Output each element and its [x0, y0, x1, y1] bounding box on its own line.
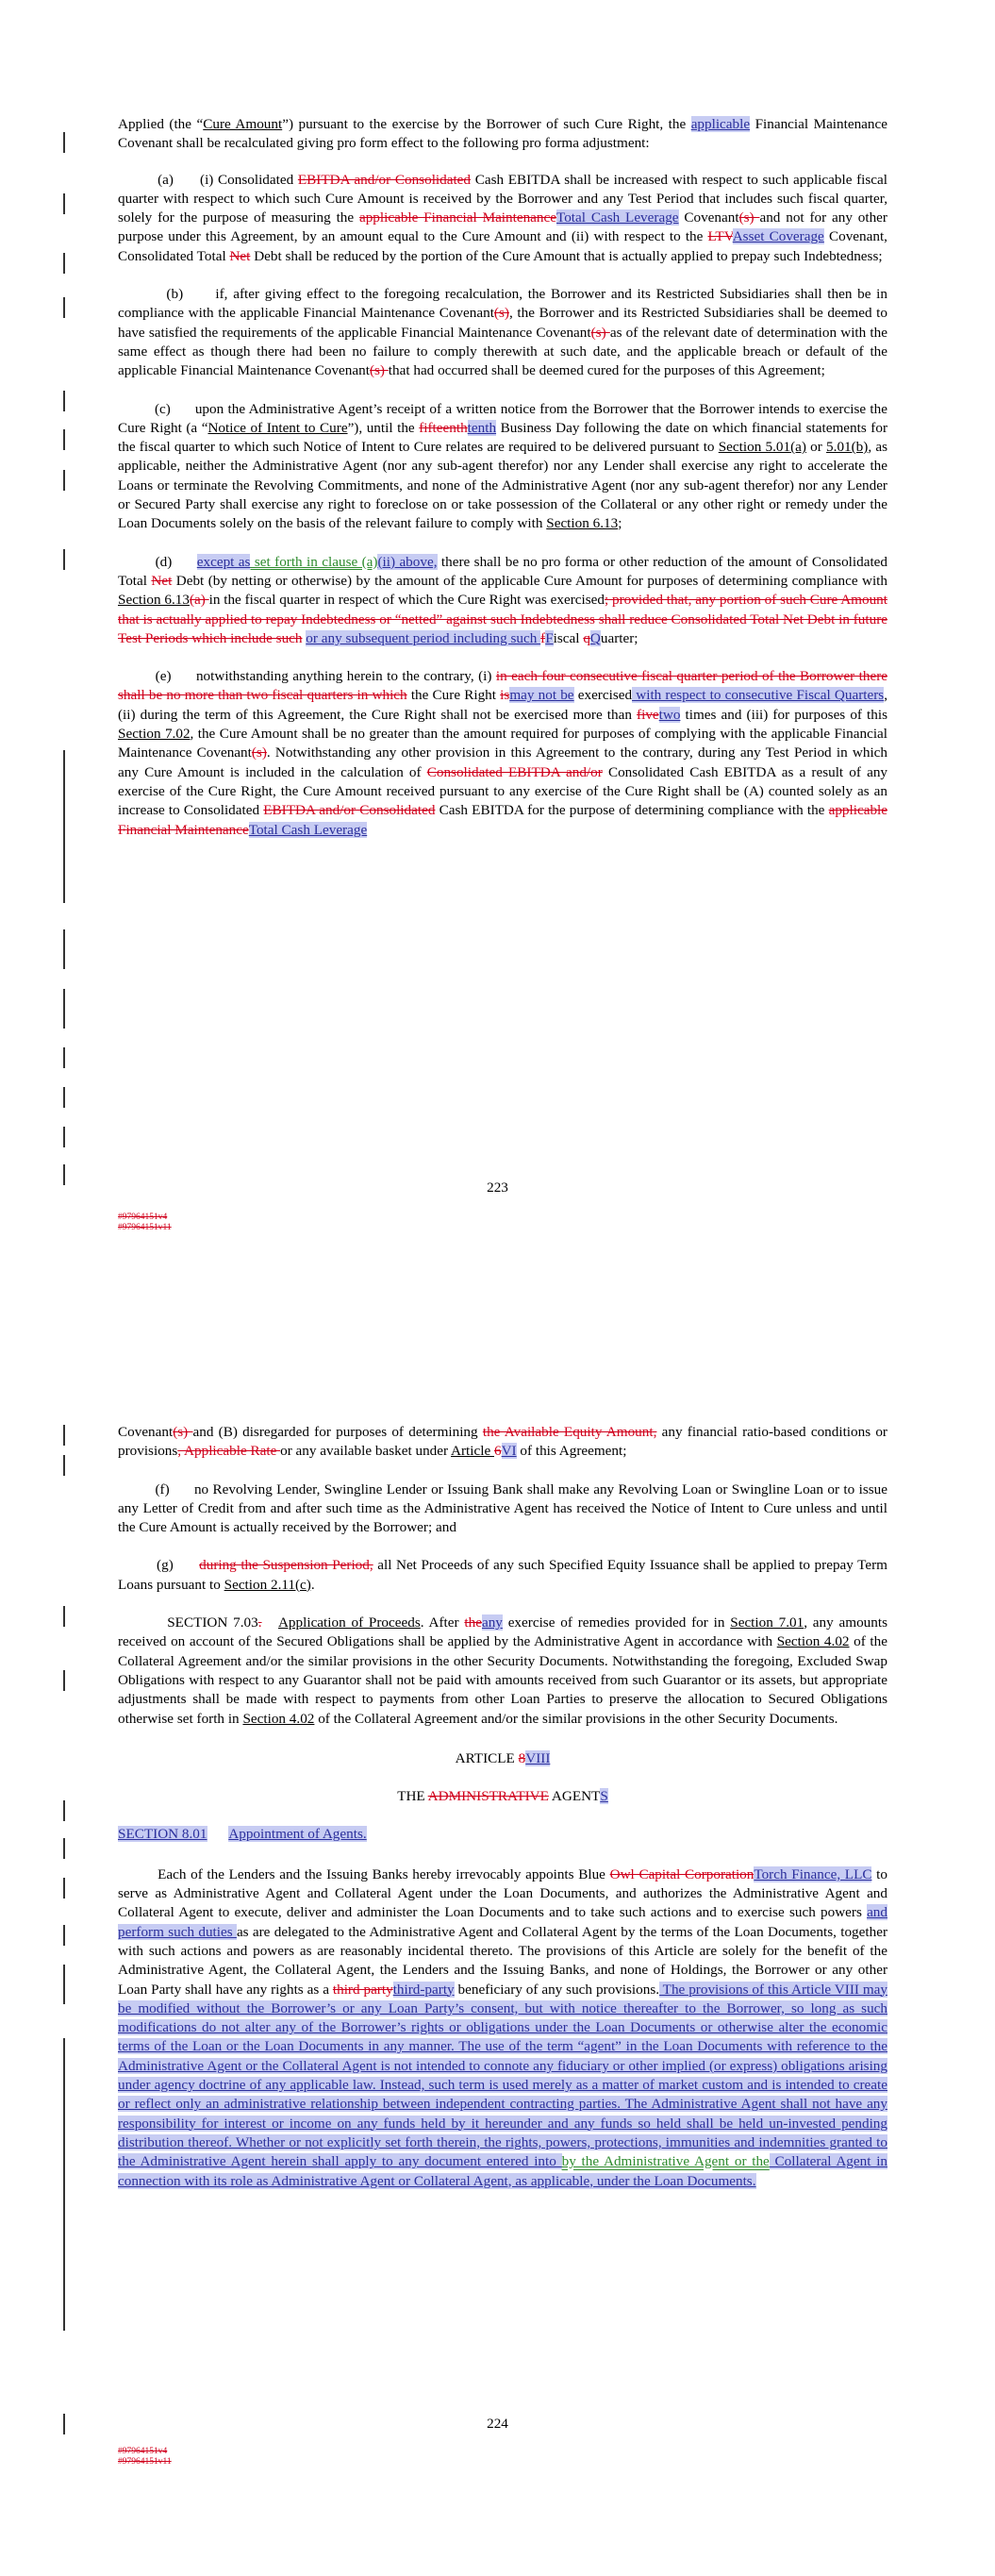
text-run: exercise of remedies provided for in: [502, 1614, 731, 1631]
page-number: 223: [487, 1179, 508, 1196]
inserted-text: may not be: [509, 687, 574, 704]
text-run: ”) pursuant to the exercise by the Borrower of such Cure Right, the: [282, 116, 691, 132]
text-run: as are delegated to the Administrative Agent and Collateral Agent by the terms of the Loan Documents, together with such actions and powers as are reasonably incidental thereto. The provisions of this Article are solely for the benefit of the Administrative Agent, the Collateral Agent, the Lenders and the Issuing Banks, and none of Holdings, the Borrower or any other Loan Party shall have any rights as a: [118, 1923, 888, 1998]
deleted-text: applicable Financial Maintenance: [118, 802, 887, 838]
text-run: Section 2.11(c): [224, 1576, 311, 1593]
deleted-text: third party: [332, 1981, 393, 1998]
paragraph-e: [118, 667, 887, 840]
change-bar: [63, 1838, 65, 1859]
text-run: (d): [118, 553, 197, 570]
text-run: . After: [420, 1614, 465, 1631]
deleted-text: .: [257, 1614, 262, 1631]
inserted-text: Total Cash Leverage: [556, 209, 679, 226]
text-run: of the Collateral Agreement and/or the similar provisions in the other Security Documents.: [314, 1710, 838, 1727]
text-run: to serve as Administrative Agent and Collateral Agent under the Loan Documents, and authorizes the Administrative Agent and Collateral Agent to execute, deliver and administer the Loan Documents and to take such actions and to exercise such powers: [118, 1865, 887, 1921]
deleted-text: f: [540, 629, 546, 646]
text-run: Article: [451, 1443, 494, 1460]
inserted-text: tenth: [467, 419, 497, 436]
deleted-text: q: [583, 629, 590, 646]
change-bar: [63, 391, 65, 411]
inserted-text: The provisions of this Article VIII may be modified without the Borrower’s or any Loan Party’s consent, but with notice thereafter to the Borrower, so long as such modifications do not alter any of the Borrower’s rights or obligations under the Loan Documents or otherwise alter the economic terms of the Loan or the Loan Documents in any manner. The use of the term “agent” in the Loan Documents with reference to the Administrative Agent or the Collateral Agent is not intended to connote any fiduciary or other implied (or express) obligations arising under agency doctrine of any applicable law. Instead, such term is used merely as a matter of market custom and is intended to create or reflect only an administrative relationship between independent contracting parties. The Administrative Agent shall not have any responsibility for interest or income on any funds held by it hereunder and any funds so held shall be held un-invested pending distribution thereof. Whether or not explicitly set forth therein, the rights, powers, protections, immunities and indemnities granted to the Administrative Agent herein shall apply to any document entered into: [118, 1981, 888, 2170]
paragraph-c: [118, 400, 887, 534]
text-run: uarter;: [600, 629, 638, 646]
page-number: 224: [487, 2416, 508, 2432]
text-run: 5.01(b): [826, 439, 869, 456]
inserted-text: Collateral Agent in connection with its role as Administrative Agent or Collateral Agent, as applicable, under the Loan Documents.: [118, 2153, 888, 2189]
text-run: Financial Maintenance Covenant shall be recalculated giving pro form effect to the following pro forma adjustment:: [118, 116, 887, 152]
text-run: Covenant, Consolidated Total: [118, 228, 887, 264]
text-run: Each of the Lenders and the Issuing Banks hereby irrevocably appoints Blue: [118, 1865, 610, 1882]
text-run: THE: [397, 1788, 428, 1805]
deleted-text: ADMINISTRATIVE: [427, 1788, 549, 1805]
section-8-01-body: [118, 1865, 887, 2191]
change-bar: [63, 297, 65, 318]
section-7-03: [118, 1614, 887, 1729]
text-run: any financial ratio-based conditions or provisions: [118, 1424, 887, 1460]
doc-id: #97964151v11: [118, 1223, 172, 1232]
change-bar: [63, 1670, 65, 1691]
inserted-text: Asset Coverage: [732, 228, 824, 245]
text-run: all Net Proceeds of any such Specified Equity Issuance shall be applied to prepay Term Loans pursuant to: [118, 1557, 887, 1593]
text-run: Application of Proceeds: [277, 1614, 421, 1631]
deleted-text: is: [500, 687, 510, 704]
inserted-text: and perform such duties: [118, 1904, 887, 1940]
text-run: , any amounts received on account of the Secured Obligations shall be applied by the Administrative Agent in accordance with: [118, 1614, 888, 1650]
change-bar: [63, 1455, 65, 1476]
deleted-text: the Available Equity Amount,: [482, 1424, 657, 1440]
text-run: Section 4.02: [776, 1633, 850, 1650]
text-run: beneficiary of any such provisions.: [454, 1981, 660, 1998]
text-run: or: [805, 439, 827, 456]
page-1-body: [118, 115, 887, 840]
text-run: exercised: [573, 687, 633, 704]
paragraph-f: [118, 1480, 887, 1538]
text-run: Notice of Intent to Cure: [207, 419, 348, 436]
text-run: or any available basket under: [280, 1443, 452, 1460]
text-run: Debt shall be reduced by the portion of the Cure Amount that is actually applied to prepay such Indebtedness;: [250, 247, 883, 264]
text-run: times and (iii) for purposes of this: [680, 706, 887, 723]
deleted-text: fifteenth: [419, 419, 468, 436]
deleted-text: applicable Financial Maintenance: [358, 209, 556, 226]
text-run: ARTICLE: [455, 1749, 519, 1766]
text-run: Section 6.13: [118, 592, 190, 609]
deleted-text: the: [464, 1614, 482, 1631]
change-bar: [63, 1127, 65, 1147]
text-run: ”), until the: [347, 419, 420, 436]
deleted-text: during the Suspension Period,: [199, 1557, 373, 1574]
doc-id-footer: [118, 2447, 172, 2467]
text-run: Cash EBITDA shall be increased with respect to such applicable fiscal quarter with respect to which such Cure Amount is received by the Borrower and any Test Period that includes such fiscal quarter, solely for the purpose of measuring the: [118, 171, 888, 226]
inserted-text: Q: [589, 629, 601, 646]
text-run: , the Cure Amount shall be no greater than the amount required for purposes of complying with the applicable Financial Maintenance Covenant: [118, 726, 887, 761]
text-run: Covenant: [118, 1424, 174, 1440]
change-bar: [63, 193, 65, 214]
deleted-text: Owl Capital Corporation: [609, 1865, 755, 1882]
text-run: Section 5.01(a): [718, 439, 806, 456]
deleted-text: (s): [493, 305, 509, 322]
inserted-text: (ii) above,: [377, 553, 438, 570]
text-run: in the fiscal quarter in respect of which the Cure Right was exercised: [208, 592, 605, 609]
paragraph-d: [118, 553, 887, 648]
inserted-text: two: [658, 706, 681, 723]
text-run: and (B) disregarded for purposes of determining: [192, 1424, 483, 1440]
inserted-text: or any subsequent period including such: [306, 629, 541, 646]
doc-id-footer: [118, 1213, 172, 1233]
inserted-text: VIII: [525, 1749, 551, 1766]
text-run: Section 4.02: [242, 1710, 315, 1727]
text-run: ;: [618, 515, 622, 532]
change-bar: [63, 750, 65, 903]
section-8-01-heading: [118, 1825, 887, 1844]
deleted-text: (s): [738, 209, 760, 226]
deleted-text: 8: [518, 1749, 526, 1766]
change-bar: [63, 1925, 65, 1946]
change-bar: [63, 132, 65, 153]
text-run: and not for any other purpose under this Agreement, by an amount equal to the Cure Amount and (ii) with respect to the: [118, 209, 887, 245]
change-bar: [63, 1425, 65, 1446]
deleted-text: (s): [251, 744, 267, 761]
article-title: [118, 1787, 887, 1806]
change-bar: [63, 253, 65, 274]
paragraph-a: [118, 171, 887, 266]
text-run: (c) upon the Administrative Agent’s receipt of a written notice from the Borrower that the Borrower intends to exercise the Cure Right (a “: [118, 400, 887, 436]
text-run: , the Borrower and its Restricted Subsidiaries shall be deemed to have satisfied the requirements of the applicable Financial Maintenance Covenant: [118, 305, 887, 341]
text-run: that had occurred shall be deemed cured for the purposes of this Agreement;: [388, 362, 825, 379]
change-bar: [63, 1965, 65, 2004]
inserted-text: VI: [501, 1443, 517, 1460]
text-run: (f) no Revolving Lender, Swingline Lender or Issuing Bank shall make any Revolving Loan or Swingline Loan or to issue any Letter of Credit from and after such time as the Administrative Agent has received the Notice of Intent to Cure unless and until the Cure Amount is actually received by the Borrower; and: [118, 1480, 887, 1536]
text-run: there shall be no pro forma or other reduction of the amount of Consolidated Total: [118, 553, 888, 589]
text-run: . Notwithstanding any other provision in this Agreement to the contrary, during any Test Period in which any Cure Amount is included in the calculation of: [118, 744, 887, 780]
inserted-text: third-party: [392, 1981, 455, 1998]
change-bar: [63, 989, 65, 1029]
change-bar: [63, 470, 65, 491]
text-run: Cure Amount: [203, 116, 283, 132]
text-run: Section 7.01: [730, 1614, 804, 1631]
change-bar: [63, 429, 65, 450]
inserted-text: applicable: [690, 116, 751, 132]
moved-text: by the Administrative Agent or the: [561, 2153, 770, 2170]
text-run: [207, 1826, 229, 1842]
text-run: (e) notwithstanding anything herein to the contrary, (i): [118, 668, 496, 685]
deleted-text: 6: [494, 1443, 502, 1460]
deleted-text: (s): [369, 362, 389, 379]
deleted-text: Consolidated EBITDA and/or: [426, 763, 603, 780]
deleted-text: five: [637, 706, 659, 723]
paragraph-g: [118, 1556, 887, 1595]
text-run: AGENT: [548, 1788, 601, 1805]
moved-text: set forth in clause (a): [250, 553, 378, 570]
deleted-text: EBITDA and/or Consolidated: [263, 802, 436, 819]
deleted-text: ; provided that, any portion of such Cure Amount that is actually applied to repay Indebtedness or “netted” against such Indebtedness shall reduce Consolidated Total Net Debt in future Test Periods which include such: [118, 592, 887, 646]
text-run: Covenant: [678, 209, 739, 226]
deleted-text: Net: [151, 572, 173, 589]
inserted-text: except as: [196, 553, 251, 570]
inserted-text: Total Cash Leverage: [248, 821, 368, 838]
text-run: the Cure Right: [406, 687, 501, 704]
deleted-text: (s): [590, 324, 610, 341]
text-run: Business Day following the date on which financial statements for the fiscal quarter to which such Notice of Intent to Cure relates are required to be delivered pursuant to: [118, 419, 887, 456]
change-bar: [63, 1047, 65, 1068]
text-run: (a) (i) Consolidated: [118, 171, 298, 188]
inserted-text: with respect to consecutive Fiscal Quarters: [632, 687, 885, 704]
text-run: (b) if, after giving effect to the foregoing recalculation, the Borrower and its Restricted Subsidiaries shall then be in compliance with the applicable Financial Maintenance Covenant: [118, 286, 887, 322]
doc-id: #97964151v4: [118, 2447, 168, 2456]
text-run: of this Agreement;: [516, 1443, 627, 1460]
change-bar: [63, 549, 65, 570]
text-run: Section 6.13: [546, 515, 619, 532]
deleted-text: (a): [189, 592, 209, 609]
change-bar: [63, 929, 65, 969]
change-bar: [63, 1606, 65, 1627]
text-run: (g): [118, 1557, 200, 1574]
text-run: of the Collateral Agreement and/or the similar provisions in the other Security Documents. Notwithstanding the foregoing, Excluded Swap Obligations with respect to any Guarantor shall not be paid with amounts received from such Guarantor or its assets, but appropriate adjustments shall be made with respect to payments from other Loan Parties to preserve the allocation to Secured Obligations otherwise set forth in: [118, 1633, 887, 1727]
text-run: Debt (by netting or otherwise) by the amount of the applicable Cure Amount for purposes of determining compliance with: [172, 572, 887, 589]
deleted-text: , Applicable Rate: [177, 1443, 281, 1460]
deleted-text: EBITDA and/or Consolidated: [297, 171, 472, 188]
inserted-text: any: [481, 1614, 503, 1631]
text-run: [262, 1614, 278, 1631]
doc-id: #97964151v4: [118, 1213, 168, 1222]
deleted-text: LTV: [707, 228, 733, 245]
paragraph-continued: [118, 1423, 887, 1462]
doc-id: #97964151v11: [118, 2457, 172, 2467]
text-run: .: [310, 1576, 315, 1593]
paragraph-b: [118, 285, 887, 380]
change-bar: [63, 2038, 65, 2331]
paragraph: [118, 115, 887, 154]
deleted-text: in each four consecutive fiscal quarter period of the Borrower there shall be no more than two fiscal quarters in which: [118, 668, 888, 704]
text-run: as of the relevant date of determination with the same effect as though there had been no failure to comply therewith at such date, and the applicable breach or default of the applicable Financial Maintenance Covenant: [118, 324, 887, 379]
text-run: iscal: [553, 629, 584, 646]
page-2: [0, 1415, 995, 2576]
inserted-text: F: [545, 629, 554, 646]
text-run: SECTION 7.03: [118, 1614, 258, 1631]
inserted-text: S: [600, 1788, 608, 1805]
change-bar: [63, 1800, 65, 1821]
text-run: , (ii) during the term of this Agreement, the Cure Right shall not be exercised more than: [118, 687, 887, 723]
article-heading: [118, 1749, 887, 1768]
inserted-text: SECTION 8.01: [118, 1826, 207, 1843]
text-run: Cash EBITDA for the purpose of determining compliance with the: [435, 802, 829, 819]
deleted-text: Net: [229, 247, 251, 264]
page-1: [0, 0, 995, 1264]
text-run: , as applicable, neither the Administrative Agent (nor any sub-agent therefor) nor any Lender shall exercise any right to accelerate the Loans or terminate the Revolving Commitments, and none of the Administrative Agent (nor any sub-agent therefor) nor any Lender or Secured Party shall exercise any right to foreclose on or take possession of the Collateral or any other right or remedy under the Loan Documents solely on the basis of the relevant failure to comply with: [118, 439, 888, 532]
change-bar: [63, 1087, 65, 1108]
deleted-text: (s): [173, 1424, 193, 1440]
inserted-text: Appointment of Agents.: [228, 1826, 367, 1843]
text-run: Applied (the “: [118, 116, 204, 132]
page-2-body: [118, 1423, 887, 2191]
text-run: Section 7.02: [118, 726, 191, 743]
change-bar: [63, 1878, 65, 1899]
text-run: Consolidated Cash EBITDA as a result of any exercise of the Cure Right, the Cure Amount received pursuant to any exercise of the Cure Right shall be (A) counted solely as an increase to Consolidated: [118, 763, 888, 819]
inserted-text: Torch Finance, LLC: [754, 1865, 872, 1882]
